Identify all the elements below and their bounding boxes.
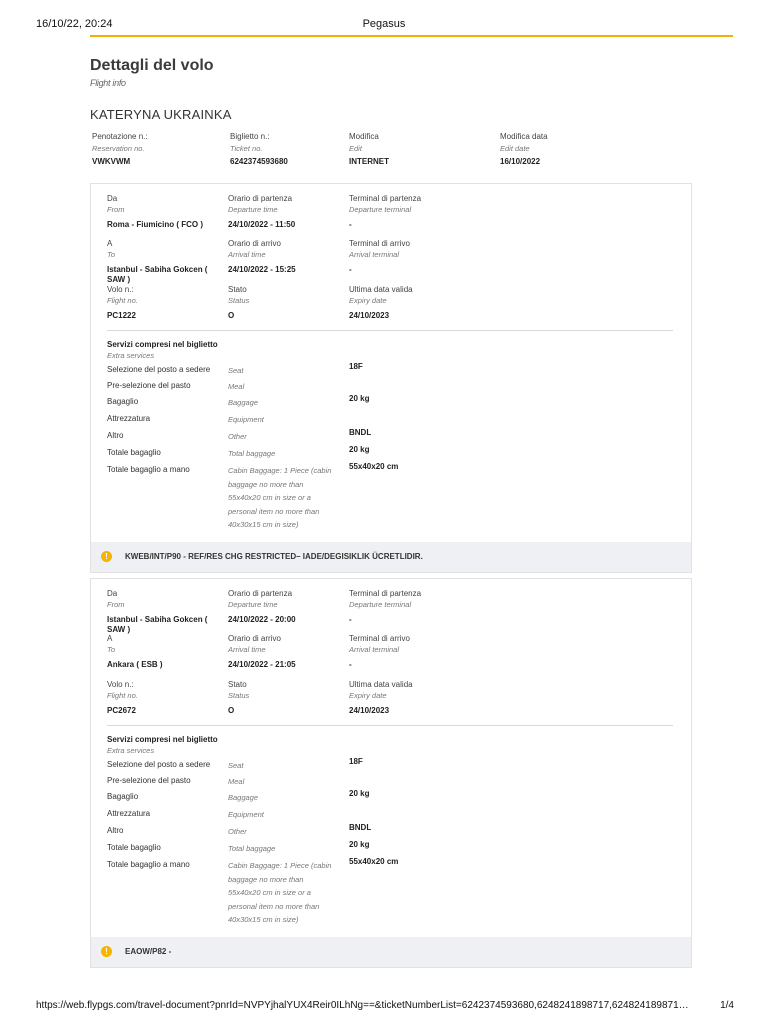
extra-label: Totale bagaglio <box>107 448 161 457</box>
from-label: Da <box>107 589 118 598</box>
extra-sub: Baggage <box>228 398 259 407</box>
dep_term-label: Terminal di partenza <box>349 194 422 203</box>
extra-value: BNDL <box>349 823 372 832</box>
notice-bar <box>91 542 691 572</box>
arr_time-label: Orario di arrivo <box>228 634 281 643</box>
expiry-value: 24/10/2023 <box>349 706 390 715</box>
field-expiry <box>349 680 479 716</box>
dep_time-label: Orario di partenza <box>228 589 293 598</box>
notice-text: EAOW/P82 - <box>125 947 172 956</box>
reservation-value: VWKVWM <box>92 157 131 166</box>
page-subtitle: Flight info <box>90 78 126 88</box>
dep_time-sub: Departure time <box>228 205 278 214</box>
extra-value: 18F <box>349 362 363 371</box>
extra-sub: Seat <box>228 761 244 770</box>
arr_term-value: - <box>349 660 352 669</box>
status-sub: Status <box>228 691 250 700</box>
edit-sub: Edit <box>349 144 362 153</box>
warning-icon: ! <box>101 946 112 957</box>
flight-value: PC2672 <box>107 706 136 715</box>
segment-card-1 <box>90 183 692 573</box>
dep_time-sub: Departure time <box>228 600 278 609</box>
flight-label: Volo n.: <box>107 680 134 689</box>
dep_term-value: - <box>349 615 352 624</box>
field-dep_time <box>228 194 340 230</box>
field-arr_term <box>349 634 479 670</box>
edit-value: INTERNET <box>349 157 389 166</box>
flight-label: Volo n.: <box>107 285 134 294</box>
extra-sub: Equipment <box>228 810 264 819</box>
extra-value: BNDL <box>349 428 372 437</box>
extra-label: Totale bagaglio a mano <box>107 860 190 869</box>
extra-label: Totale bagaglio a mano <box>107 465 190 474</box>
print-header <box>36 18 732 36</box>
extras-title: Servizi compresi nel biglietto <box>107 340 218 349</box>
ticket-value: 6242374593680 <box>230 157 288 166</box>
dep_term-sub: Departure terminal <box>349 205 412 214</box>
field-status <box>228 285 340 321</box>
expiry-sub: Expiry date <box>349 691 387 700</box>
extra-value: 55x40x20 cm <box>349 857 399 866</box>
dep_term-sub: Departure terminal <box>349 600 412 609</box>
expiry-label: Ultima data valida <box>349 680 413 689</box>
extras-header <box>107 340 218 363</box>
dep_term-label: Terminal di partenza <box>349 589 422 598</box>
to-sub: To <box>107 645 116 654</box>
flight-value: PC1222 <box>107 311 136 320</box>
passenger-name: KATERYNA UKRAINKA <box>90 107 232 122</box>
extra-sub: Seat <box>228 366 244 375</box>
extra-sub: Baggage <box>228 793 259 802</box>
to-label: A <box>107 239 113 248</box>
ticket-sub: Ticket no. <box>230 144 263 153</box>
field-from <box>107 589 219 635</box>
reservation-sub: Reservation no. <box>92 144 145 153</box>
arr_term-label: Terminal di arrivo <box>349 634 410 643</box>
dep_time-value: 24/10/2022 - 11:50 <box>228 220 296 229</box>
expiry-value: 24/10/2023 <box>349 311 390 320</box>
extra-value: 55x40x20 cm <box>349 462 399 471</box>
extra-sub: Other <box>228 827 247 836</box>
expiry-label: Ultima data valida <box>349 285 413 294</box>
field-arr_term <box>349 239 479 275</box>
edit-date-cell <box>500 132 548 166</box>
extra-sub: Total baggage <box>228 844 276 853</box>
from-value: Roma - Fiumicino ( FCO ) <box>107 220 203 229</box>
extras-header <box>107 735 218 758</box>
extra-value: 20 kg <box>349 445 370 454</box>
arr_time-sub: Arrival time <box>228 250 266 259</box>
dep_time-label: Orario di partenza <box>228 194 293 203</box>
extra-value: 20 kg <box>349 789 370 798</box>
arr_term-label: Terminal di arrivo <box>349 239 410 248</box>
dep_time-value: 24/10/2022 - 20:00 <box>228 615 296 624</box>
field-from <box>107 194 219 230</box>
extras-subtitle: Extra services <box>107 351 155 360</box>
extra-label: Altro <box>107 431 124 440</box>
status-sub: Status <box>228 296 250 305</box>
print-footer <box>36 1000 734 1014</box>
page-title: Dettagli del volo <box>90 57 214 74</box>
from-value: Istanbul - Sabiha Gokcen ( SAW ) <box>107 615 208 634</box>
arr_term-sub: Arrival terminal <box>349 250 400 259</box>
extra-label: Pre-selezione del pasto <box>107 381 191 390</box>
print-title: Pegasus <box>362 18 406 30</box>
extra-sub: Equipment <box>228 415 264 424</box>
extra-label: Totale bagaglio <box>107 843 161 852</box>
extra-label: Bagaglio <box>107 792 139 801</box>
reservation-label: Penotazione n.: <box>92 132 148 141</box>
ticket-cell <box>230 132 288 166</box>
field-flight <box>107 285 219 321</box>
status-value: O <box>228 706 235 715</box>
warning-icon: ! <box>101 551 112 562</box>
notice-text: KWEB/INT/P90 - REF/RES CHG RESTRICTED– IADE/DEGISIKLIK ÜCRETLIDIR. <box>125 552 423 561</box>
extra-sub: Other <box>228 432 247 441</box>
arr_time-label: Orario di arrivo <box>228 239 281 248</box>
field-dep_term <box>349 589 479 625</box>
extras-title: Servizi compresi nel biglietto <box>107 735 218 744</box>
flight-sub: Flight no. <box>107 296 138 305</box>
field-dep_time <box>228 589 340 625</box>
field-dep_term <box>349 194 479 230</box>
to-sub: To <box>107 250 116 259</box>
page-url: https://web.flypgs.com/travel-document?pnrId=NVPYjhalYUX4Reir0ILhNg==&ticketNumberList=6242374593680,6248241898717,624824189871… <box>36 1000 689 1011</box>
from-label: Da <box>107 194 118 203</box>
flight-sub: Flight no. <box>107 691 138 700</box>
extra-sub: Total baggage <box>228 449 276 458</box>
field-arr_time <box>228 634 340 670</box>
extra-label: Pre-selezione del pasto <box>107 776 191 785</box>
expiry-sub: Expiry date <box>349 296 387 305</box>
arr_time-value: 24/10/2022 - 15:25 <box>228 265 296 274</box>
section-divider <box>107 725 673 726</box>
extra-label: Selezione del posto a sedere <box>107 365 211 374</box>
extra-value: 20 kg <box>349 840 370 849</box>
edit-date-sub: Edit date <box>500 144 530 153</box>
edit-label: Modifica <box>349 132 379 141</box>
status-value: O <box>228 311 235 320</box>
extra-sub: Cabin Baggage: 1 Piece (cabin baggage no more than 55x40x20 cm in size or a personal item no more than 40x30x15 cm in size) <box>228 466 332 529</box>
to-value: Istanbul - Sabiha Gokcen ( SAW ) <box>107 265 208 284</box>
to-value: Ankara ( ESB ) <box>107 660 163 669</box>
notice-bar <box>91 937 691 967</box>
extra-sub: Meal <box>228 777 245 786</box>
section-divider <box>107 330 673 331</box>
extra-label: Bagaglio <box>107 397 139 406</box>
arr_time-value: 24/10/2022 - 21:05 <box>228 660 296 669</box>
page-number: 1/4 <box>720 1000 734 1011</box>
extras-subtitle: Extra services <box>107 746 155 755</box>
accent-divider <box>90 35 733 37</box>
from-sub: From <box>107 205 125 214</box>
field-expiry <box>349 285 479 321</box>
to-label: A <box>107 634 113 643</box>
segment-card-2 <box>90 578 692 968</box>
edit-date-value: 16/10/2022 <box>500 157 541 166</box>
extra-sub: Cabin Baggage: 1 Piece (cabin baggage no more than 55x40x20 cm in size or a personal item no more than 40x30x15 cm in size) <box>228 861 332 924</box>
extra-value: 20 kg <box>349 394 370 403</box>
extra-sub: Meal <box>228 382 245 391</box>
status-label: Stato <box>228 680 247 689</box>
ticket-label: Biglietto n.: <box>230 132 270 141</box>
arr_term-value: - <box>349 265 352 274</box>
arr_time-sub: Arrival time <box>228 645 266 654</box>
field-to <box>107 634 219 670</box>
field-status <box>228 680 340 716</box>
field-flight <box>107 680 219 716</box>
edit-date-label: Modifica data <box>500 132 548 141</box>
field-to <box>107 239 219 285</box>
extra-value: 18F <box>349 757 363 766</box>
dep_term-value: - <box>349 220 352 229</box>
extra-label: Altro <box>107 826 124 835</box>
arr_term-sub: Arrival terminal <box>349 645 400 654</box>
edit-cell <box>349 132 389 166</box>
status-label: Stato <box>228 285 247 294</box>
extra-label: Attrezzatura <box>107 809 151 818</box>
field-arr_time <box>228 239 340 275</box>
extra-label: Selezione del posto a sedere <box>107 760 211 769</box>
print-datetime: 16/10/22, 20:24 <box>36 18 113 30</box>
from-sub: From <box>107 600 125 609</box>
reservation-cell <box>92 132 148 166</box>
extra-label: Attrezzatura <box>107 414 151 423</box>
